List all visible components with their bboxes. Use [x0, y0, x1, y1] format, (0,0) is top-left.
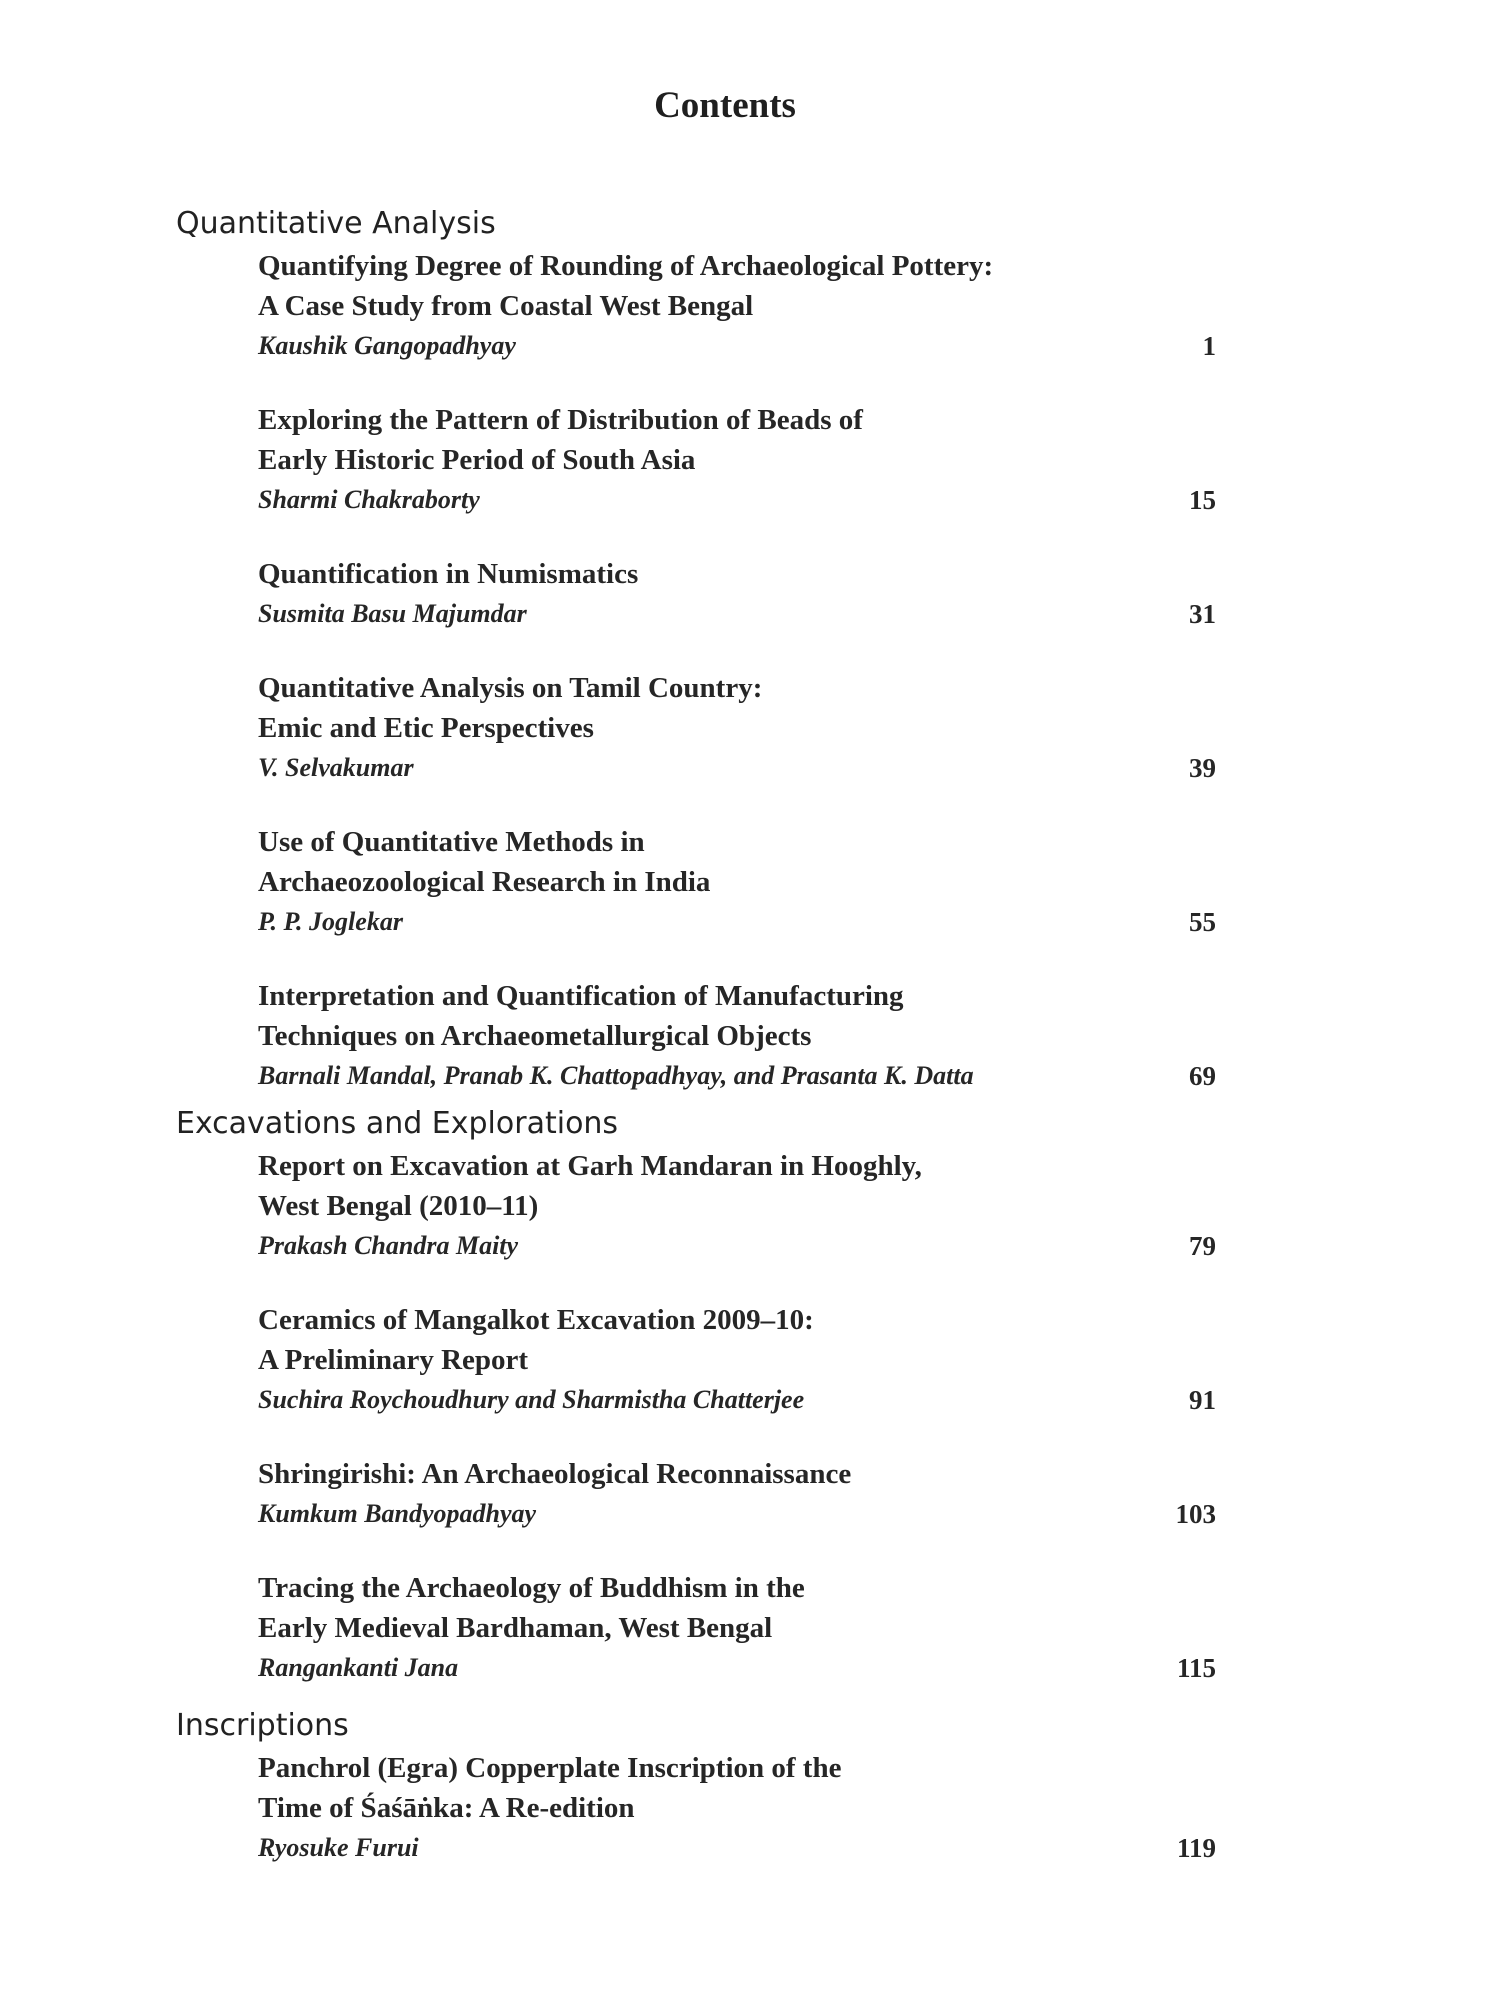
entry-page-number: 1: [1202, 331, 1216, 361]
entry-author: Kumkum Bandyopadhyay: [258, 1499, 537, 1528]
entry-title-line: Early Medieval Bardhaman, West Bengal: [258, 1612, 773, 1644]
section-inscriptions: [176, 1706, 1216, 1902]
toc-entry[interactable]: [258, 400, 1216, 520]
section-heading: Quantitative Analysis: [176, 206, 496, 241]
entry-title-line: Early Historic Period of South Asia: [258, 444, 696, 476]
entry-title-line: Ceramics of Mangalkot Excavation 2009–10:: [258, 1304, 814, 1336]
entry-author: Sharmi Chakraborty: [258, 485, 480, 514]
entry-author: Suchira Roychoudhury and Sharmistha Chatterjee: [258, 1385, 805, 1414]
entry-page-number: 103: [1175, 1499, 1216, 1529]
toc-entry[interactable]: [258, 1748, 1216, 1868]
entry-author: Barnali Mandal, Pranab K. Chattopadhyay, and Prasanta K. Datta: [258, 1061, 974, 1090]
section-excavations-and-explorations: [176, 1104, 1216, 1722]
entry-title-line: A Preliminary Report: [258, 1344, 529, 1376]
entry-title-line: Quantification in Numismatics: [258, 558, 639, 590]
entry-author: Prakash Chandra Maity: [258, 1231, 519, 1260]
entry-page-number: 15: [1189, 485, 1216, 515]
entry-title-line: Interpretation and Quantification of Manufacturing: [258, 980, 904, 1012]
toc-entry[interactable]: [258, 1146, 1216, 1266]
entry-title-line: A Case Study from Coastal West Bengal: [258, 290, 754, 322]
toc-entry[interactable]: [258, 976, 1216, 1096]
entry-title-line: Tracing the Archaeology of Buddhism in the: [258, 1572, 805, 1604]
entry-author: Kaushik Gangopadhyay: [258, 331, 516, 360]
entry-title-line: Use of Quantitative Methods in: [258, 826, 645, 858]
toc-entry[interactable]: [258, 1300, 1216, 1420]
entry-page-number: 79: [1189, 1231, 1216, 1261]
entry-title-line: Report on Excavation at Garh Mandaran in Hooghly,: [258, 1150, 922, 1182]
entry-page-number: 91: [1189, 1385, 1216, 1415]
entry-page-number: 55: [1189, 907, 1216, 937]
entry-title-line: West Bengal (2010–11): [258, 1190, 539, 1222]
toc-entry[interactable]: [258, 1454, 1216, 1534]
entry-author: Rangankanti Jana: [258, 1653, 459, 1682]
entry-page-number: 31: [1189, 599, 1216, 629]
entry-title-line: Panchrol (Egra) Copperplate Inscription of the: [258, 1752, 842, 1784]
entry-title-line: Time of Śaśāṅka: A Re-edition: [258, 1792, 635, 1824]
page-title: Contents: [654, 85, 796, 126]
entry-title-line: Techniques on Archaeometallurgical Objects: [258, 1020, 812, 1052]
section-heading: Excavations and Explorations: [176, 1106, 619, 1141]
entry-title-line: Quantifying Degree of Rounding of Archaeological Pottery:: [258, 250, 994, 282]
entry-author: Ryosuke Furui: [258, 1833, 419, 1862]
entry-author: V. Selvakumar: [258, 753, 414, 782]
entry-title-line: Exploring the Pattern of Distribution of Beads of: [258, 404, 863, 436]
toc-entry[interactable]: [258, 668, 1216, 788]
entry-title-line: Quantitative Analysis on Tamil Country:: [258, 672, 763, 704]
toc-entry[interactable]: [258, 246, 1216, 366]
entry-title-line: Archaeozoological Research in India: [258, 866, 711, 898]
entry-title-line: Emic and Etic Perspectives: [258, 712, 594, 744]
toc-entry[interactable]: [258, 822, 1216, 942]
section-heading: Inscriptions: [176, 1708, 349, 1743]
entry-page-number: 69: [1189, 1061, 1216, 1091]
entry-author: Susmita Basu Majumdar: [258, 599, 527, 628]
entry-page-number: 119: [1176, 1833, 1216, 1863]
entry-page-number: 115: [1176, 1653, 1216, 1683]
entry-page-number: 39: [1189, 753, 1216, 783]
entry-author: P. P. Joglekar: [258, 907, 403, 936]
section-quantitative-analysis: [176, 204, 1216, 1130]
entry-title-line: Shringirishi: An Archaeological Reconnaissance: [258, 1458, 852, 1490]
toc-entry[interactable]: [258, 554, 1216, 634]
toc-entry[interactable]: [258, 1568, 1216, 1688]
